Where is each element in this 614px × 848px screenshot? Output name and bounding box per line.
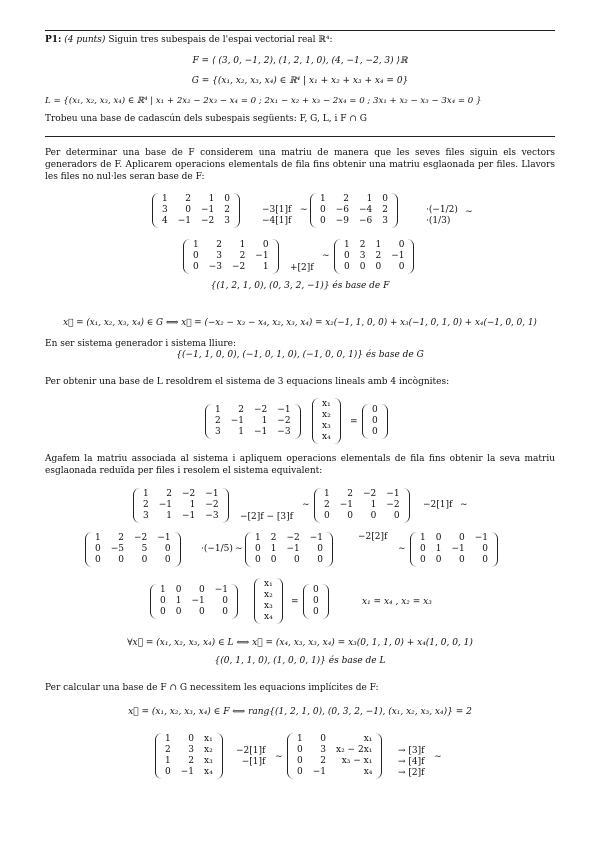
- matrix-cell: 2: [166, 489, 173, 499]
- matrix-cell: −1: [158, 500, 173, 510]
- tilde-FG-1: ∼: [275, 752, 283, 762]
- matrix-cell: 3: [188, 745, 195, 755]
- op-L-4: −2[2]f: [358, 532, 388, 542]
- matrix-cell: −2: [386, 500, 400, 510]
- matrix-cell: 0: [294, 555, 300, 565]
- matrix-cell: −1: [180, 767, 195, 777]
- matrix-cell: 0: [320, 734, 327, 744]
- G-text: En ser sistema generador i sistema lliure:: [45, 339, 237, 349]
- top-rule: [45, 30, 555, 31]
- matrix-cell: 0: [435, 533, 442, 543]
- matrix-cell: 0: [313, 585, 319, 595]
- FG-rank: x⃗ = (x₁, x₂, x₃, x₄) ∈ F ⟺ rang{(1, 2, 1, 0), (0, 3, 2, −1), (x₁, x₂, x₃, x₄)} = 2: [128, 707, 472, 717]
- matrix-cell: −1: [386, 489, 400, 499]
- matrix-cell: 0: [435, 555, 442, 565]
- matrix-L-3: [85, 532, 181, 567]
- matrix-cell: 0: [372, 416, 378, 426]
- matrix-cell: 0: [344, 251, 350, 261]
- matrix-cell: x₄: [264, 612, 273, 622]
- matrix-cell: 1: [435, 544, 442, 554]
- matrix-F-2: [310, 193, 398, 228]
- matrix-cell: 0: [347, 511, 354, 521]
- matrix-cell: −1: [255, 251, 269, 261]
- op-L-1: −[2]f − [3]f: [240, 512, 293, 522]
- matrix-cell: −1: [230, 416, 245, 426]
- matrix-cell: 0: [165, 767, 171, 777]
- matrix-cell: 0: [193, 262, 199, 272]
- tilde-F-1: ∼: [300, 205, 308, 215]
- matrix-cell: 1: [95, 533, 101, 543]
- matrix-cell: 1: [193, 240, 199, 250]
- matrix-cell: 3: [143, 511, 149, 521]
- problem-header: P1: (4 punts) Siguin tres subespais de l'espai vectorial real ℝ⁴:: [45, 35, 333, 45]
- matrix-cell: 2: [188, 756, 195, 766]
- matrix-cell: 0: [118, 555, 125, 565]
- matrix-cell: x₃: [322, 421, 331, 431]
- matrix-cell: 1: [165, 756, 171, 766]
- matrix-cell: x₄: [363, 767, 373, 777]
- matrix-cell: 1: [160, 585, 166, 595]
- matrix-cell: 0: [313, 607, 319, 617]
- matrix-cell: 1: [162, 194, 168, 204]
- F-definition: F = ⟨ (3, 0, −1, 2), (1, 2, 1, 0), (4, −1, −2, 3) ⟩ℝ: [192, 56, 408, 66]
- matrix-cell: 1: [262, 262, 269, 272]
- matrix-cell: 3: [320, 745, 327, 755]
- matrix-cell: 2: [359, 240, 366, 250]
- matrix-cell: 0: [482, 555, 489, 565]
- matrix-cell: 0: [141, 555, 148, 565]
- matrix-cell: −9: [335, 216, 350, 226]
- matrix-cell: 0: [297, 756, 303, 766]
- matrix-cell: −3: [205, 511, 219, 521]
- matrix-cell: 0: [459, 555, 465, 565]
- matrix-cell: 0: [175, 585, 182, 595]
- matrix-cell: 0: [372, 405, 378, 415]
- problem-label: P1: [45, 35, 59, 45]
- matrix-cell: 2: [118, 533, 125, 543]
- matrix-cell: −2: [254, 405, 268, 415]
- matrix-cell: 2: [343, 194, 350, 204]
- matrix-cell: 2: [143, 500, 149, 510]
- matrix-L-2: [314, 488, 410, 523]
- matrix-cell: x₂ − 2x₁: [336, 745, 373, 755]
- matrix-cell: −2: [134, 533, 148, 543]
- matrix-cell: x₁: [322, 399, 331, 409]
- matrix-cell: −1: [182, 511, 196, 521]
- matrix-cell: 0: [164, 544, 171, 554]
- matrix-F-1: [152, 193, 240, 228]
- op-L-2: −2[1]f: [423, 500, 453, 510]
- matrix-cell: 2: [270, 533, 277, 543]
- matrix-cell: −1: [157, 533, 171, 543]
- L-intro: Per obtenir una base de L resoldrem el sistema de 3 equacions lineals amb 4 incògnites:: [45, 377, 450, 387]
- matrix-cell: 0: [372, 427, 378, 437]
- matrix-cell: 0: [420, 544, 426, 554]
- task-text: Trobeu una base de cadascún dels subespais següents: F, G, L, i F ∩ G: [45, 114, 367, 124]
- G-parametric: x⃗ = (x₁, x₂, x₃, x₄) ∈ G ⟺ x⃗ = (−x₂ − x₃ − x₄, x₂, x₃, x₄) = x₂(−1, 1, 0, 0) + x₃(−1, 0, 1, 0) + x₄(−1, 0, 0, 1): [63, 318, 537, 328]
- matrix-cell: 1: [320, 194, 326, 204]
- vector-L-zero: [362, 404, 388, 439]
- tilde-L-4: ∼: [398, 544, 406, 554]
- matrix-L-5: [410, 532, 498, 567]
- matrix-cell: 0: [255, 544, 261, 554]
- matrix-cell: −1: [309, 533, 324, 543]
- matrix-cell: 0: [199, 607, 205, 617]
- matrix-cell: x₂: [322, 410, 331, 420]
- matrix-cell: −3: [277, 427, 291, 437]
- vector-L-x2: [254, 578, 283, 624]
- matrix-cell: 2: [238, 405, 245, 415]
- matrix-cell: 0: [160, 596, 166, 606]
- matrix-cell: −5: [110, 544, 125, 554]
- matrix-cell: 5: [141, 544, 148, 554]
- op-L-3: ·(−1/5): [201, 544, 233, 554]
- matrix-cell: 0: [164, 555, 171, 565]
- matrix-cell: 0: [313, 596, 319, 606]
- matrix-cell: 0: [398, 262, 405, 272]
- matrix-cell: 1: [165, 734, 171, 744]
- matrix-cell: 2: [165, 745, 171, 755]
- matrix-cell: x₁: [363, 734, 373, 744]
- ops-F-1: −3[1]f −4[1]f: [262, 205, 292, 226]
- matrix-cell: −1: [312, 767, 327, 777]
- matrix-cell: 2: [382, 205, 389, 215]
- middle-rule: [45, 136, 555, 137]
- matrix-cell: x₃: [204, 756, 213, 766]
- matrix-cell: 0: [95, 555, 101, 565]
- problem-points: (4 punts): [64, 35, 106, 45]
- matrix-cell: −1: [286, 544, 300, 554]
- matrix-cell: 3: [162, 205, 168, 215]
- matrix-cell: x₁: [264, 579, 273, 589]
- matrix-cell: −1: [201, 205, 215, 215]
- matrix-L-1: [133, 488, 229, 523]
- matrix-cell: 1: [370, 500, 377, 510]
- matrix-cell: x₂: [204, 745, 213, 755]
- L-text2: Agafem la matriu associada al sistema i apliquem operacions elementals de fila fins obtenir la seva matriu esglaonada reduïda per files i resolem el sistema equivalent:: [45, 454, 555, 476]
- matrix-cell: 0: [393, 511, 400, 521]
- matrix-cell: 0: [375, 262, 382, 272]
- matrix-L-4: [245, 532, 333, 567]
- matrix-cell: 0: [370, 511, 377, 521]
- problem-statement: Siguin tres subespais de l'espai vectorial real ℝ⁴:: [108, 35, 333, 45]
- equals-L: =: [350, 417, 358, 427]
- matrix-cell: 2: [224, 205, 231, 215]
- matrix-cell: 1: [208, 194, 215, 204]
- matrix-cell: 0: [297, 745, 303, 755]
- matrix-cell: 3: [224, 216, 231, 226]
- matrix-cell: −3: [208, 262, 223, 272]
- matrix-cell: 0: [255, 555, 261, 565]
- matrix-cell: 1: [255, 533, 261, 543]
- matrix-cell: −6: [359, 216, 373, 226]
- matrix-cell: 0: [317, 544, 324, 554]
- matrix-F-3: [183, 239, 279, 274]
- matrix-cell: 1: [238, 427, 245, 437]
- matrix-cell: 0: [160, 607, 166, 617]
- matrix-cell: 0: [95, 544, 101, 554]
- matrix-cell: 0: [420, 555, 426, 565]
- matrix-cell: x₄: [322, 432, 331, 442]
- matrix-cell: 2: [215, 416, 221, 426]
- matrix-cell: 0: [224, 194, 231, 204]
- matrix-cell: 0: [270, 555, 277, 565]
- matrix-L-6: [150, 584, 238, 619]
- matrix-cell: 1: [175, 596, 182, 606]
- matrix-cell: −2: [232, 262, 246, 272]
- L-solution: x₁ = x₄ , x₂ = x₃: [362, 597, 432, 607]
- op-F-3: +[2]f: [290, 263, 314, 273]
- matrix-cell: −6: [335, 205, 350, 215]
- tilde-F-3: ∼: [322, 251, 330, 261]
- matrix-cell: 0: [222, 596, 229, 606]
- matrix-cell: −1: [391, 251, 405, 261]
- matrix-cell: −1: [451, 544, 465, 554]
- matrix-cell: −2: [205, 500, 219, 510]
- matrix-cell: −4: [359, 205, 373, 215]
- matrix-cell: 0: [185, 205, 192, 215]
- matrix-cell: 0: [382, 194, 389, 204]
- matrix-cell: 3: [359, 251, 366, 261]
- matrix-cell: 0: [398, 240, 405, 250]
- matrix-cell: 0: [262, 240, 269, 250]
- ops-FG-1: −2[1]f −[1]f: [236, 746, 266, 767]
- matrix-cell: 1: [366, 194, 373, 204]
- tilde-F-2: ∼: [465, 207, 473, 217]
- result-G: {(−1, 1, 0, 0), (−1, 0, 1, 0), (−1, 0, 0, 1)} és base de G: [176, 350, 424, 360]
- FG-intro: Per calcular una base de F ∩ G necessitem les equacions implícites de F:: [45, 683, 379, 693]
- matrix-cell: 0: [222, 607, 229, 617]
- matrix-cell: 2: [375, 251, 382, 261]
- matrix-cell: 0: [199, 585, 205, 595]
- G-definition: G = {(x₁, x₂, x₃, x₄) ∈ ℝ⁴ | x₁ + x₂ + x₃ + x₄ = 0}: [191, 76, 409, 86]
- matrix-cell: 1: [239, 240, 246, 250]
- matrix-cell: −2: [363, 489, 377, 499]
- solution-F-intro: Per determinar una base de F considerem una matriu de manera que les seves files siguin els vectors generadors de F. Aplicarem operacions elementals de fila fins obtenir una matriu esglaonada per files. Llavors les files no nul·les seran base de F:: [45, 148, 555, 182]
- result-F: {(1, 2, 1, 0), (0, 3, 2, −1)} és base de F: [210, 281, 390, 291]
- matrix-cell: −1: [254, 427, 268, 437]
- tilde-L-1: ∼: [302, 500, 310, 510]
- matrix-cell: 2: [239, 251, 246, 261]
- tilde-L-3: ∼: [235, 544, 243, 554]
- matrix-cell: 2: [324, 500, 330, 510]
- matrix-cell: 1: [166, 511, 173, 521]
- matrix-cell: x₄: [204, 767, 213, 777]
- matrix-cell: 1: [143, 489, 149, 499]
- matrix-cell: −1: [191, 596, 205, 606]
- matrix-cell: x₃: [264, 601, 273, 611]
- matrix-cell: 2: [185, 194, 192, 204]
- matrix-cell: 0: [320, 205, 326, 215]
- matrix-cell: −1: [474, 533, 489, 543]
- matrix-cell: −2: [277, 416, 291, 426]
- equals-L2: =: [291, 597, 299, 607]
- matrix-cell: x₁: [204, 734, 213, 744]
- vector-L-zero2: [303, 584, 329, 619]
- result-L: {(0, 1, 1, 0), (1, 0, 0, 1)} és base de L: [214, 656, 386, 666]
- matrix-cell: −2: [286, 533, 300, 543]
- matrix-cell: 1: [261, 416, 268, 426]
- matrix-cell: −2: [201, 216, 215, 226]
- matrix-cell: 1: [297, 734, 303, 744]
- L-parametric: ∀x⃗ = (x₁, x₂, x₃, x₄) ∈ L ⟺ x⃗ = (x₄, x₃, x₃, x₄) = x₃(0, 1, 1, 0) + x₄(1, 0, 0, 1): [127, 638, 473, 648]
- matrix-cell: −1: [177, 216, 192, 226]
- matrix-cell: x₂: [264, 590, 273, 600]
- matrix-cell: 1: [189, 500, 196, 510]
- matrix-cell: 1: [215, 405, 221, 415]
- L-definition: L = {(x₁, x₂, x₃, x₄) ∈ ℝ⁴ | x₁ + 2x₂ − 2x₃ − x₄ = 0 ; 2x₁ − x₂ + x₃ − 2x₄ = 0 ; 3x₁ + x₂ − x₃ − 3x₄ = 0 }: [45, 96, 482, 106]
- ops-FG-2: → [3]f → [4]f → [2]f: [398, 746, 425, 778]
- matrix-cell: 0: [359, 262, 366, 272]
- matrix-cell: x₃ − x₁: [341, 756, 373, 766]
- matrix-FG-2: [287, 733, 382, 779]
- matrix-cell: −1: [214, 585, 229, 595]
- matrix-cell: 1: [324, 489, 330, 499]
- matrix-cell: 0: [482, 544, 489, 554]
- matrix-cell: 0: [297, 767, 303, 777]
- matrix-FG-1: [155, 733, 223, 779]
- matrix-cell: 0: [320, 216, 326, 226]
- matrix-cell: −2: [182, 489, 196, 499]
- matrix-cell: 1: [344, 240, 350, 250]
- matrix-cell: 4: [162, 216, 168, 226]
- tilde-L-2: ∼: [460, 500, 468, 510]
- matrix-cell: 3: [382, 216, 389, 226]
- matrix-cell: 3: [216, 251, 223, 261]
- matrix-cell: 0: [344, 262, 350, 272]
- matrix-cell: 1: [270, 544, 277, 554]
- matrix-cell: 1: [375, 240, 382, 250]
- matrix-cell: 2: [320, 756, 327, 766]
- matrix-cell: −1: [205, 489, 219, 499]
- matrix-cell: 3: [215, 427, 221, 437]
- matrix-cell: −1: [277, 405, 291, 415]
- matrix-cell: −1: [339, 500, 354, 510]
- matrix-cell: 0: [459, 533, 465, 543]
- matrix-cell: 0: [193, 251, 199, 261]
- matrix-F-4: [334, 239, 414, 274]
- matrix-cell: 2: [216, 240, 223, 250]
- matrix-cell: 0: [317, 555, 324, 565]
- tilde-FG-2: ∼: [434, 752, 442, 762]
- matrix-cell: 0: [188, 734, 195, 744]
- matrix-L-A: [205, 404, 301, 439]
- vector-L-x: [312, 398, 341, 444]
- matrix-cell: 0: [175, 607, 182, 617]
- matrix-cell: 0: [324, 511, 330, 521]
- ops-F-2: ·(−1/2) ·(1/3): [426, 205, 458, 226]
- matrix-cell: 2: [347, 489, 354, 499]
- matrix-cell: 1: [420, 533, 426, 543]
